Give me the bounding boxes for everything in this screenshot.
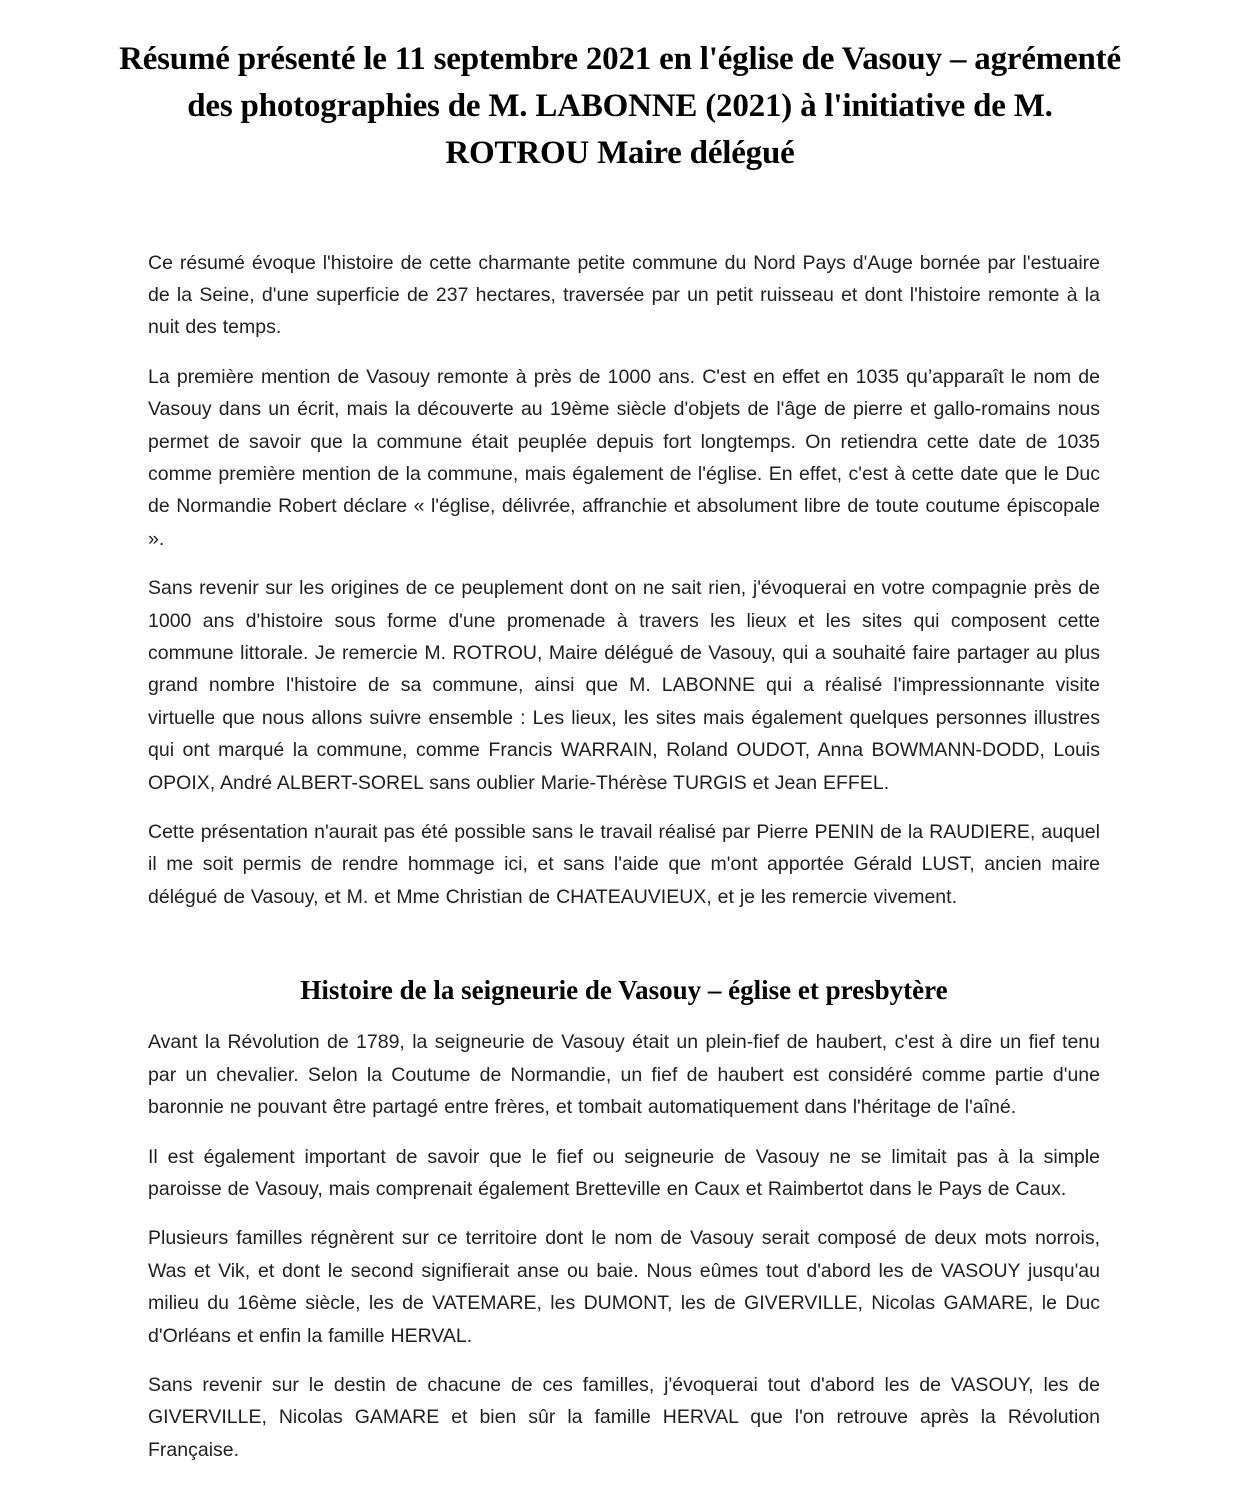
- intro-paragraph-2: La première mention de Vasouy remonte à près de 1000 ans. C'est en effet en 1035 qu’apparaît le nom de Vasouy dans un écrit, mais la découverte au 19ème siècle d'objets de l'âge de pierre et gallo-romains nous permet de savoir que la commune était peuplée depuis fort longtemps. On retiendra cette date de 1035 comme première mention de la commune, mais également de l'église. En effet, c'est à cette date que le Duc de Normandie Robert déclare « l'église, délivrée, affranchie et absolument libre de toute coutume épiscopale ».: [148, 365, 1100, 550]
- intro-paragraph-1: Ce résumé évoque l'histoire de cette charmante petite commune du Nord Pays d'Auge bornée par l'estuaire de la Seine, d'une superficie de 237 hectares, traversée par un petit ruisseau et dont l'histoire remonte à la nuit des temps.: [148, 251, 1100, 339]
- section-paragraph-1: Avant la Révolution de 1789, la seigneurie de Vasouy était un plein-fief de haubert, c'est à dire un fief tenu par un chevalier. Selon la Coutume de Normandie, un fief de haubert est considéré comme partie d'une baronnie ne pouvant être partagé entre frères, et tombait automatiquement dans l'héritage de l'aîné.: [148, 1031, 1100, 1119]
- section-paragraph-3: Plusieurs familles régnèrent sur ce territoire dont le nom de Vasouy serait composé de deux mots norrois, Was et Vik, et dont le second signifierait anse ou baie. Nous eûmes tout d'abord les de VASOUY jusqu'au milieu du 16ème siècle, les de VATEMARE, les DUMONT, les de GIVERVILLE, Nicolas GAMARE, le Duc d'Orléans et enfin la famille HERVAL.: [148, 1227, 1100, 1347]
- intro-paragraph-3: Sans revenir sur les origines de ce peuplement dont on ne sait rien, j'évoquerai en votre compagnie près de 1000 ans d'histoire sous forme d'une promenade à travers les lieux et les sites qui composent cette commune littorale. Je remercie M. ROTROU, Maire délégué de Vasouy, qui a souhaité faire partager au plus grand nombre l'histoire de sa commune, ainsi que M. LABONNE qui a réalisé l'impressionnante visite virtuelle que nous allons suivre ensemble : Les lieux, les sites mais également quelques personnes illustres qui ont marqué la commune, comme Francis WARRAIN, Roland OUDOT, Anna BOWMANN-DODD, Louis OPOIX, André ALBERT-SOREL sans oublier Marie-Thérèse TURGIS et Jean EFFEL.: [148, 577, 1100, 794]
- section-paragraph-4: Sans revenir sur le destin de chacune de ces familles, j'évoquerai tout d'abord les de VASOUY, les de GIVERVILLE, Nicolas GAMARE et bien sûr la famille HERVAL que l'on retrouve après la Révolution Française.: [148, 1373, 1100, 1461]
- intro-paragraph-4: Cette présentation n'aurait pas été possible sans le travail réalisé par Pierre PENIN de la RAUDIERE, auquel il me soit permis de rendre hommage ici, et sans l'aide que m'ont apportée Gérald LUST, ancien maire délégué de Vasouy, et M. et Mme Christian de CHATEAUVIEUX, et je les remercie vivement.: [148, 821, 1100, 908]
- document-title: Résumé présenté le 11 septembre 2021 en l'église de Vasouy – agrémenté des photographies de M. LABONNE (2021) à l'initiative de M. ROTROU Maire délégué: [119, 41, 1121, 171]
- document-body: [148, 247, 1100, 1467]
- section-heading: Histoire de la seigneurie de Vasouy – église et presbytère: [300, 975, 948, 1006]
- section-paragraph-2: Il est également important de savoir que le fief ou seigneurie de Vasouy ne se limitait pas à la simple paroisse de Vasouy, mais comprenait également Bretteville en Caux et Raimbertot dans le Pays de Caux.: [148, 1145, 1100, 1200]
